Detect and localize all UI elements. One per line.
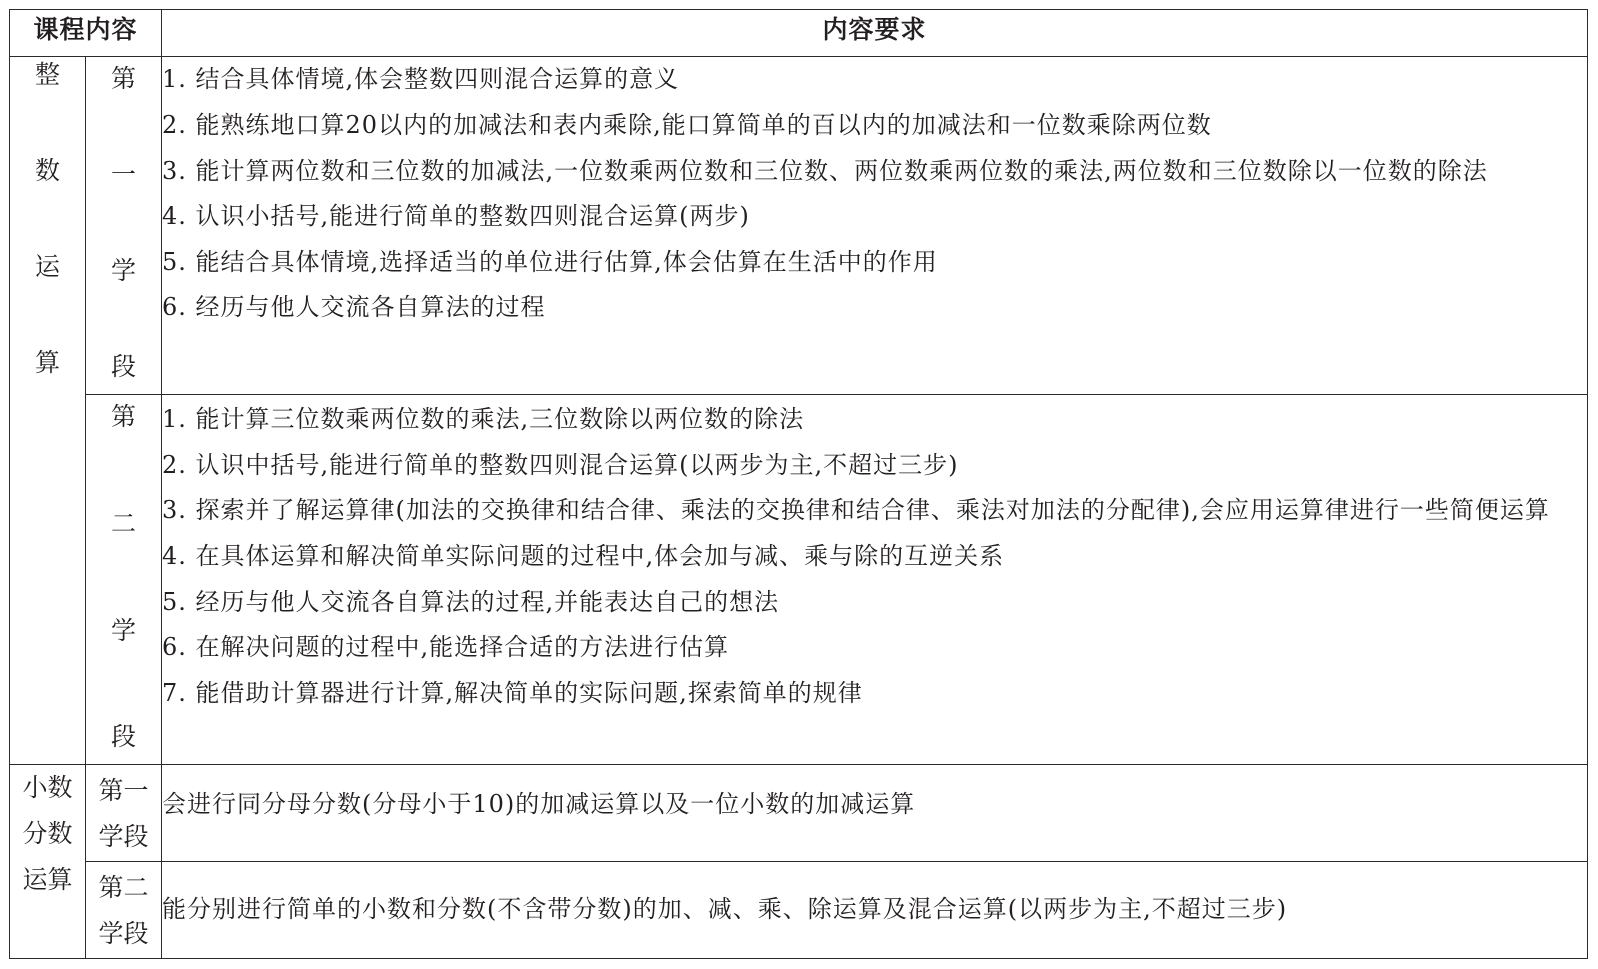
requirement-item: 6. 在解决问题的过程中,能选择合适的方法进行估算 [162,633,730,662]
integer-stage1-requirements [162,57,1588,395]
stage-char: 学 [111,615,137,645]
requirement-item: 4. 认识小括号,能进行简单的整数四则混合运算(两步) [162,202,750,231]
header-content-requirements: 内容要求 [162,10,1588,57]
category-char: 整 [34,60,60,90]
stage-line: 学段 [98,919,149,949]
stage-char: 第 [111,402,137,432]
stage-char: 二 [111,508,137,538]
requirement-item: 5. 能结合具体情境,选择适当的单位进行估算,体会估算在生活中的作用 [162,247,938,276]
stage-label-decimal-2 [86,862,162,959]
integer-stage2-row [10,395,1588,765]
requirement-item: 会进行同分母分数(分母小于10)的加减运算以及一位小数的加减运算 [162,790,916,819]
stage-line: 第二 [98,873,149,903]
stage-char: 第 [111,64,137,94]
requirement-item: 能分别进行简单的小数和分数(不含带分数)的加、减、乘、除运算及混合运算(以两步为主,不超过三步) [162,895,1288,924]
decimal-stage2-requirements [162,862,1588,959]
stage-line: 第一 [98,776,149,806]
category-line: 小数 [22,773,73,803]
requirement-item: 3. 能计算两位数和三位数的加减法,一位数乘两位数和三位数、两位数乘两位数的乘法,两位数和三位数除以一位数的除法 [162,156,1488,185]
decimal-stage2-row [10,862,1588,959]
stage-label-2 [86,395,162,765]
category-char: 运 [34,252,60,282]
stage-label-1 [86,57,162,395]
stage-char: 段 [111,722,137,752]
requirement-item: 2. 能熟练地口算20以内的加减法和表内乘除,能口算简单的百以内的加减法和一位数乘除两位数 [162,110,1212,139]
requirement-item: 4. 在具体运算和解决简单实际问题的过程中,体会加与减、乘与除的互逆关系 [162,542,1005,571]
requirement-item: 1. 能计算三位数乘两位数的乘法,三位数除以两位数的除法 [162,405,805,434]
requirement-item: 3. 探索并了解运算律(加法的交换律和结合律、乘法的交换律和结合律、乘法对加法的分配律),会应用运算律进行一些简便运算 [162,496,1550,525]
category-char: 数 [34,156,60,186]
header-course-content: 课程内容 [10,10,162,57]
integer-stage2-requirements [162,395,1588,765]
requirement-item: 1. 结合具体情境,体会整数四则混合运算的意义 [162,65,680,94]
category-decimal-fraction-ops [10,765,86,959]
stage-char: 学 [111,256,137,286]
stage-label-decimal-1 [86,765,162,862]
curriculum-table [9,9,1588,959]
category-integer-ops [10,57,86,765]
header-row [10,10,1588,57]
requirement-item: 7. 能借助计算器进行计算,解决简单的实际问题,探索简单的规律 [162,678,863,707]
requirement-item: 5. 经历与他人交流各自算法的过程,并能表达自己的想法 [162,587,780,616]
category-line: 分数 [22,819,73,849]
stage-line: 学段 [98,822,149,852]
integer-stage1-row [10,57,1588,395]
stage-char: 段 [111,352,137,382]
requirement-item: 6. 经历与他人交流各自算法的过程 [162,293,546,322]
requirement-item: 2. 认识中括号,能进行简单的整数四则混合运算(以两步为主,不超过三步) [162,450,959,479]
decimal-stage1-requirements [162,765,1588,862]
decimal-stage1-row [10,765,1588,862]
stage-char: 一 [111,160,137,190]
category-char: 算 [34,348,60,378]
category-line: 运算 [22,865,73,895]
